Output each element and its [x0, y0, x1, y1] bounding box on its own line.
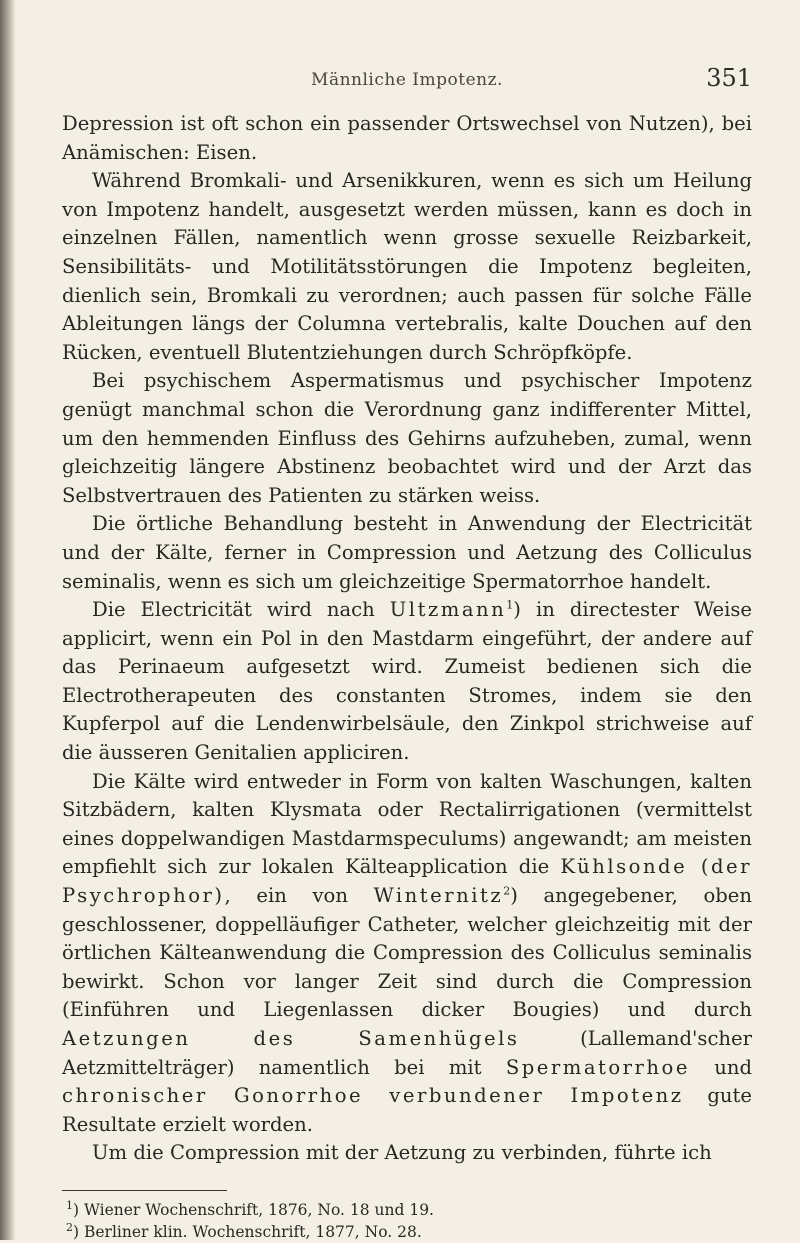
footnote-mark: 2 — [66, 1220, 73, 1234]
paragraph-text: Bei psychischem Aspermatismus und psychischer Impotenz genügt manchmal schon die Verordnung ganz indifferenter Mittel, um den hemmenden Einfluss des Gehirns aufzuheben, zumal, wenn gleichzeitig längere Abstinenz beobachtet wird und der Arzt das Selbstvertrauen des Patienten zu stärken weiss. — [62, 369, 752, 507]
paragraph-text: (Lallemand'scher Aetzmittelträger) namentlich bei mit — [62, 1027, 752, 1079]
paragraph-text: Während Bromkali- und Arsenikkuren, wenn es sich um Heilung von Impotenz handelt, ausgesetzt werden müssen, kann es doch in einzelnen Fällen, namentlich wenn grosse sexuelle Reizbarkeit, Sensibilitäts- und Motilitätsstörungen die Impotenz begleiten, dienlich sein, Bromkali zu verordnen; auch passen für solche Fälle Ableitungen längs der Columna vertebralis, kalte Douchen auf den Rücken, eventuell Blutentziehungen durch Schröpfköpfe. — [62, 169, 752, 364]
paragraph-4 — [62, 510, 752, 596]
page-number: 351 — [706, 64, 752, 92]
paragraph-text: ) in directester Weise applicirt, wenn ein Pol in den Mastdarm eingeführt, der andere auf das Perinaeum aufgesetzt wird. Zumeist bedienen sich die Electrotherapeuten des constanten Stromes, indem sie den Kupferpol auf die Lendenwirbelsäule, den Zinkpol strichweise auf die äusseren Genitalien appliciren. — [62, 598, 753, 765]
paragraph-3 — [62, 367, 752, 510]
paragraph-text: Die Electricität wird nach — [92, 598, 390, 622]
term-spermatorrhoe: Spermatorrhoe — [505, 1055, 690, 1079]
term-gonorrhoe-impotenz: chronischer Gonorrhoe verbundener Impotenz — [62, 1084, 684, 1108]
author-name-ultzmann: Ultzmann — [389, 598, 507, 622]
book-page — [62, 64, 753, 1243]
body-text — [62, 110, 752, 1168]
running-title: Männliche Impotenz. — [311, 70, 503, 90]
term-aetzungen: Aetzungen des Samenhügels — [62, 1027, 520, 1050]
paragraph-text: Um die Compression mit der Aetzung zu verbinden, führte ich — [92, 1141, 712, 1165]
term-kuehlsonde: Kühlsonde (der Psychrophor) — [62, 855, 752, 908]
footnote-ref-2: 2 — [503, 884, 511, 898]
book-binding-shadow — [0, 0, 16, 1240]
paragraph-6 — [62, 768, 752, 1140]
footnote-mark: 1 — [66, 1198, 73, 1212]
footnote-1 — [62, 1199, 752, 1221]
paragraph-text: und — [689, 1055, 753, 1079]
paragraph-text: , ein von — [224, 884, 374, 908]
footnote-divider — [62, 1190, 227, 1191]
paragraph-text: Depression ist oft schon ein passender Ortswechsel von Nutzen), bei Anämischen: Eisen. — [62, 112, 752, 164]
footnotes — [62, 1199, 752, 1243]
author-name-winternitz: Winternitz — [373, 884, 504, 908]
paragraph-2 — [62, 167, 752, 367]
paragraph-text: Die örtliche Behandlung besteht in Anwendung der Electricität und der Kälte, ferner in Compression und Aetzung des Colliculus seminalis, wenn es sich um gleichzeitige Spermatorrhoe handelt. — [62, 512, 752, 593]
footnote-text: ) Wiener Wochenschrift, 1876, No. 18 und 19. — [73, 1200, 434, 1219]
paragraph-text: Die Kälte wird entweder in Form von kalten Waschungen, kalten Sitzbädern, kalten Klysmata oder Rectalirrigationen (vermittelst eines doppelwandigen Mastdarmspeculums) angewandt; am meisten empfiehlt sich zur lokalen Kälteapplication die — [62, 769, 752, 879]
paragraph-text: gute Resultate erzielt worden. — [62, 1084, 752, 1136]
paragraph-1 — [62, 110, 752, 167]
paragraph-text: ) angegebener, oben geschlossener, doppelläufiger Catheter, welcher gleichzeitig mit der örtlichen Kälteanwendung die Compression des Colliculus seminalis bewirkt. Schon vor langer Zeit sind durch die Compression (Einführen und Liegenlassen dicker Bougies) und durch — [62, 884, 752, 1022]
footnote-text: ) Berliner klin. Wochenschrift, 1877, No. 28. — [73, 1222, 422, 1241]
page-header — [62, 64, 752, 110]
paragraph-5 — [62, 596, 752, 768]
footnote-ref-1: 1 — [506, 598, 514, 612]
paragraph-7 — [62, 1139, 752, 1168]
